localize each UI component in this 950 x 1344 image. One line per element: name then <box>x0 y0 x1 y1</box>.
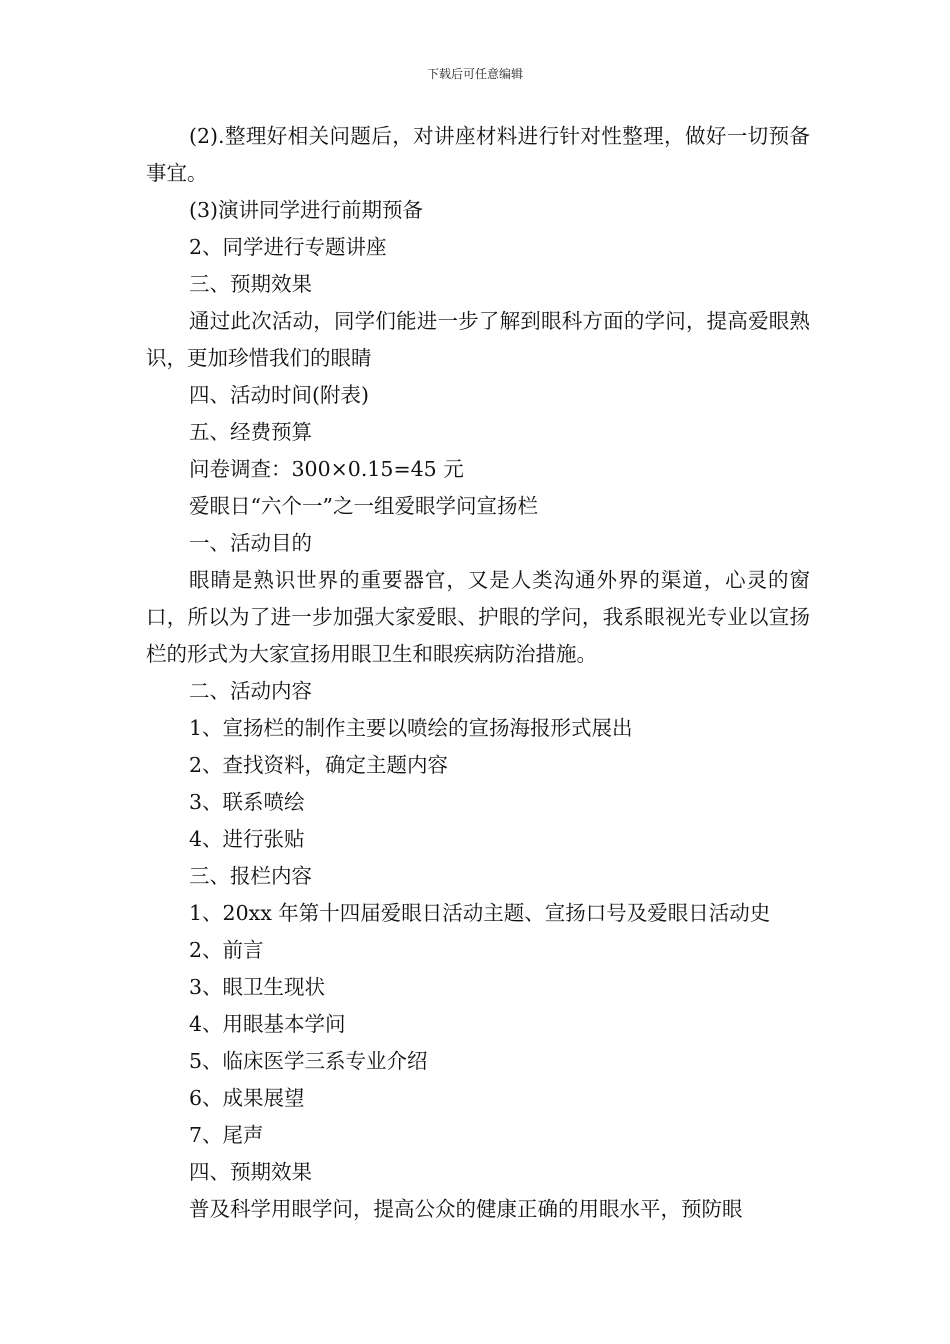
list-item: 4、用眼基本学问 <box>189 1012 346 1036</box>
list-item: 3、联系喷绘 <box>189 790 305 814</box>
section-heading-budget: 五、经费预算 <box>189 420 312 444</box>
list-item: 2、前言 <box>189 938 264 962</box>
document-body <box>146 118 816 1228</box>
list-item: 2、查找资料，确定主题内容 <box>189 753 449 777</box>
list-item: 1、20xx 年第十四届爱眼日活动主题、宣扬口号及爱眼日活动史 <box>189 901 771 925</box>
paragraph-final: 普及科学用眼学问，提高公众的健康正确的用眼水平，预防眼 <box>189 1197 743 1221</box>
section-heading-content: 二、活动内容 <box>189 679 312 703</box>
section-heading-activity-time: 四、活动时间(附表) <box>189 383 369 407</box>
paragraph-1: (2).整理好相关问题后，对讲座材料进行针对性整理，做好一切预备事宜。 <box>146 124 810 185</box>
paragraph-2: (3)演讲同学进行前期预备 <box>189 198 424 222</box>
list-item: 7、尾声 <box>189 1123 264 1147</box>
section-heading-expected-effect-2: 四、预期效果 <box>189 1160 312 1184</box>
section-heading-expected-effect: 三、预期效果 <box>189 272 312 296</box>
list-item: 5、临床医学三系专业介绍 <box>189 1049 428 1073</box>
list-item: 4、进行张贴 <box>189 827 305 851</box>
paragraph-purpose: 眼睛是熟识世界的重要器官，又是人类沟通外界的渠道，心灵的窗口，所以为了进一步加强大家爱眼、护眼的学问，我系眼视光专业以宣扬栏的形式为大家宣扬用眼卫生和眼疾病防治措施。 <box>146 568 810 666</box>
paragraph-5: 通过此次活动，同学们能进一步了解到眼科方面的学问，提高爱眼熟识，更加珍惜我们的眼睛 <box>146 309 810 370</box>
paragraph-budget-survey: 问卷调查：300×0.15=45 元 <box>189 457 464 481</box>
list-item: 1、宣扬栏的制作主要以喷绘的宣扬海报形式展出 <box>189 716 633 740</box>
section-heading-purpose: 一、活动目的 <box>189 531 312 555</box>
paragraph-3: 2、同学进行专题讲座 <box>189 235 387 259</box>
list-item: 6、成果展望 <box>189 1086 305 1110</box>
list-item: 3、眼卫生现状 <box>189 975 326 999</box>
page-header: 下载后可任意编辑 <box>426 67 523 81</box>
section-heading-board-content: 三、报栏内容 <box>189 864 312 888</box>
subtitle-eye-day: 爱眼日“六个一”之一组爱眼学问宣扬栏 <box>189 494 538 518</box>
